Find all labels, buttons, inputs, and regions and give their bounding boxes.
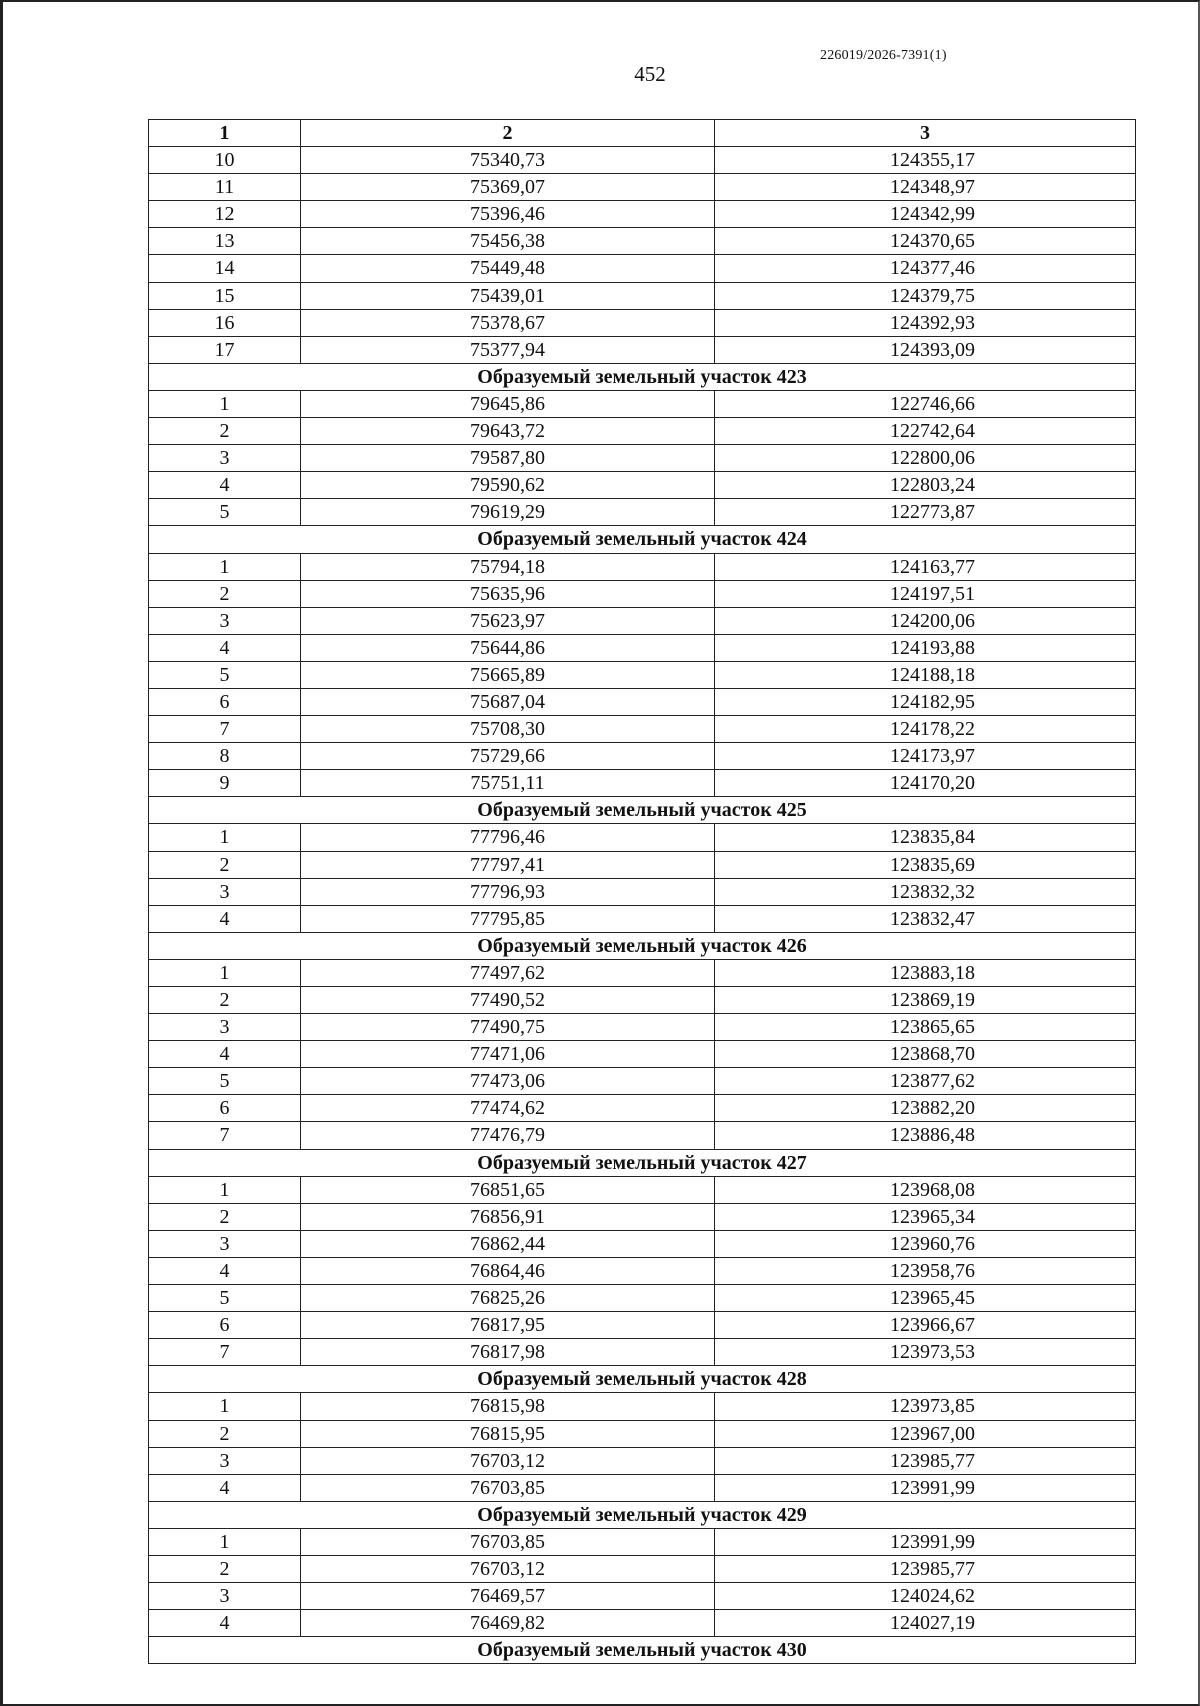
point-number-cell: 3 <box>149 445 301 472</box>
point-number-cell: 5 <box>149 1285 301 1312</box>
section-title: Образуемый земельный участок 429 <box>149 1501 1136 1528</box>
point-number-cell: 6 <box>149 1312 301 1339</box>
x-coordinate-cell: 75794,18 <box>301 553 715 580</box>
x-coordinate-cell: 76864,46 <box>301 1257 715 1284</box>
y-coordinate-cell: 123958,76 <box>715 1257 1136 1284</box>
y-coordinate-cell: 123832,47 <box>715 905 1136 932</box>
table-row <box>149 1447 1136 1474</box>
y-coordinate-cell: 123965,45 <box>715 1285 1136 1312</box>
section-header-row <box>149 363 1136 390</box>
table-row <box>149 1339 1136 1366</box>
y-coordinate-cell: 124188,18 <box>715 661 1136 688</box>
point-number-cell: 3 <box>149 607 301 634</box>
point-number-cell: 7 <box>149 716 301 743</box>
table-row <box>149 1068 1136 1095</box>
table-row <box>149 743 1136 770</box>
table-row <box>149 770 1136 797</box>
x-coordinate-cell: 76469,82 <box>301 1610 715 1637</box>
table-row <box>149 959 1136 986</box>
y-coordinate-cell: 124200,06 <box>715 607 1136 634</box>
table-row <box>149 1285 1136 1312</box>
y-coordinate-cell: 123835,84 <box>715 824 1136 851</box>
x-coordinate-cell: 77796,46 <box>301 824 715 851</box>
point-number-cell: 5 <box>149 661 301 688</box>
point-number-cell: 2 <box>149 1420 301 1447</box>
point-number-cell: 2 <box>149 987 301 1014</box>
point-number-cell: 3 <box>149 1230 301 1257</box>
table-row <box>149 1095 1136 1122</box>
x-coordinate-cell: 75635,96 <box>301 580 715 607</box>
y-coordinate-cell: 124392,93 <box>715 309 1136 336</box>
point-number-cell: 1 <box>149 1528 301 1555</box>
x-coordinate-cell: 76703,85 <box>301 1474 715 1501</box>
y-coordinate-cell: 124024,62 <box>715 1583 1136 1610</box>
section-title: Образуемый земельный участок 423 <box>149 363 1136 390</box>
x-coordinate-cell: 76703,85 <box>301 1528 715 1555</box>
x-coordinate-cell: 75396,46 <box>301 201 715 228</box>
x-coordinate-cell: 79645,86 <box>301 390 715 417</box>
y-coordinate-cell: 123868,70 <box>715 1041 1136 1068</box>
point-number-cell: 2 <box>149 580 301 607</box>
x-coordinate-cell: 77490,52 <box>301 987 715 1014</box>
y-coordinate-cell: 124193,88 <box>715 634 1136 661</box>
table-row <box>149 418 1136 445</box>
y-coordinate-cell: 123967,00 <box>715 1420 1136 1447</box>
point-number-cell: 7 <box>149 1122 301 1149</box>
page-number: 452 <box>634 62 666 86</box>
section-title: Образуемый земельный участок 430 <box>149 1637 1136 1664</box>
point-number-cell: 5 <box>149 1068 301 1095</box>
table-row <box>149 472 1136 499</box>
y-coordinate-cell: 124173,97 <box>715 743 1136 770</box>
x-coordinate-cell: 79643,72 <box>301 418 715 445</box>
y-coordinate-cell: 124163,77 <box>715 553 1136 580</box>
point-number-cell: 2 <box>149 851 301 878</box>
point-number-cell: 1 <box>149 1176 301 1203</box>
section-header-row <box>149 1366 1136 1393</box>
point-number-cell: 2 <box>149 1203 301 1230</box>
table-row <box>149 1176 1136 1203</box>
table-row <box>149 1014 1136 1041</box>
y-coordinate-cell: 122803,24 <box>715 472 1136 499</box>
table-row <box>149 824 1136 851</box>
point-number-cell: 14 <box>149 255 301 282</box>
table-row <box>149 1257 1136 1284</box>
x-coordinate-cell: 75623,97 <box>301 607 715 634</box>
table-row <box>149 147 1136 174</box>
x-coordinate-cell: 76856,91 <box>301 1203 715 1230</box>
y-coordinate-cell: 123991,99 <box>715 1474 1136 1501</box>
section-title: Образуемый земельный участок 424 <box>149 526 1136 553</box>
x-coordinate-cell: 75369,07 <box>301 174 715 201</box>
coordinates-table <box>148 119 1136 1664</box>
y-coordinate-cell: 123973,53 <box>715 1339 1136 1366</box>
table-row <box>149 390 1136 417</box>
table-row <box>149 499 1136 526</box>
table-row <box>149 1420 1136 1447</box>
section-header-row <box>149 526 1136 553</box>
point-number-cell: 3 <box>149 1583 301 1610</box>
x-coordinate-cell: 75665,89 <box>301 661 715 688</box>
x-coordinate-cell: 79590,62 <box>301 472 715 499</box>
point-number-cell: 10 <box>149 147 301 174</box>
y-coordinate-cell: 124178,22 <box>715 716 1136 743</box>
y-coordinate-cell: 124342,99 <box>715 201 1136 228</box>
table-row <box>149 1041 1136 1068</box>
table-row <box>149 580 1136 607</box>
table-row <box>149 1610 1136 1637</box>
table-row <box>149 987 1136 1014</box>
table-row <box>149 688 1136 715</box>
x-coordinate-cell: 76817,98 <box>301 1339 715 1366</box>
x-coordinate-cell: 75377,94 <box>301 336 715 363</box>
y-coordinate-cell: 123865,65 <box>715 1014 1136 1041</box>
y-coordinate-cell: 123965,34 <box>715 1203 1136 1230</box>
x-coordinate-cell: 77471,06 <box>301 1041 715 1068</box>
table-row <box>149 1474 1136 1501</box>
point-number-cell: 4 <box>149 472 301 499</box>
x-coordinate-cell: 75687,04 <box>301 688 715 715</box>
table-row <box>149 607 1136 634</box>
point-number-cell: 17 <box>149 336 301 363</box>
y-coordinate-cell: 123960,76 <box>715 1230 1136 1257</box>
point-number-cell: 12 <box>149 201 301 228</box>
point-number-cell: 4 <box>149 905 301 932</box>
point-number-cell: 1 <box>149 959 301 986</box>
y-coordinate-cell: 123968,08 <box>715 1176 1136 1203</box>
x-coordinate-cell: 75456,38 <box>301 228 715 255</box>
table-row <box>149 1393 1136 1420</box>
y-coordinate-cell: 123886,48 <box>715 1122 1136 1149</box>
table-row <box>149 553 1136 580</box>
table-row <box>149 1203 1136 1230</box>
x-coordinate-cell: 77497,62 <box>301 959 715 986</box>
x-coordinate-cell: 75644,86 <box>301 634 715 661</box>
y-coordinate-cell: 123877,62 <box>715 1068 1136 1095</box>
x-coordinate-cell: 76862,44 <box>301 1230 715 1257</box>
section-header-row <box>149 1501 1136 1528</box>
section-header-row <box>149 797 1136 824</box>
table-header-row <box>149 120 1136 147</box>
coordinates-table-body <box>149 120 1136 1664</box>
section-title: Образуемый земельный участок 428 <box>149 1366 1136 1393</box>
y-coordinate-cell: 122746,66 <box>715 390 1136 417</box>
point-number-cell: 4 <box>149 1474 301 1501</box>
point-number-cell: 2 <box>149 1555 301 1582</box>
x-coordinate-cell: 75449,48 <box>301 255 715 282</box>
section-header-row <box>149 1637 1136 1664</box>
point-number-cell: 3 <box>149 1447 301 1474</box>
point-number-cell: 4 <box>149 634 301 661</box>
point-number-cell: 6 <box>149 1095 301 1122</box>
point-number-cell: 15 <box>149 282 301 309</box>
x-coordinate-cell: 76703,12 <box>301 1555 715 1582</box>
y-coordinate-cell: 123966,67 <box>715 1312 1136 1339</box>
x-coordinate-cell: 76469,57 <box>301 1583 715 1610</box>
y-coordinate-cell: 124370,65 <box>715 228 1136 255</box>
x-coordinate-cell: 75340,73 <box>301 147 715 174</box>
y-coordinate-cell: 123973,85 <box>715 1393 1136 1420</box>
x-coordinate-cell: 79619,29 <box>301 499 715 526</box>
y-coordinate-cell: 123985,77 <box>715 1555 1136 1582</box>
y-coordinate-cell: 123883,18 <box>715 959 1136 986</box>
table-row <box>149 201 1136 228</box>
x-coordinate-cell: 76851,65 <box>301 1176 715 1203</box>
point-number-cell: 1 <box>149 390 301 417</box>
table-row <box>149 174 1136 201</box>
x-coordinate-cell: 75729,66 <box>301 743 715 770</box>
table-row <box>149 661 1136 688</box>
x-coordinate-cell: 76817,95 <box>301 1312 715 1339</box>
point-number-cell: 7 <box>149 1339 301 1366</box>
section-title: Образуемый земельный участок 425 <box>149 797 1136 824</box>
section-title: Образуемый земельный участок 427 <box>149 1149 1136 1176</box>
section-title: Образуемый земельный участок 426 <box>149 932 1136 959</box>
point-number-cell: 13 <box>149 228 301 255</box>
y-coordinate-cell: 123869,19 <box>715 987 1136 1014</box>
y-coordinate-cell: 124027,19 <box>715 1610 1136 1637</box>
table-row <box>149 878 1136 905</box>
x-coordinate-cell: 75751,11 <box>301 770 715 797</box>
point-number-cell: 5 <box>149 499 301 526</box>
point-number-cell: 1 <box>149 553 301 580</box>
point-number-cell: 3 <box>149 1014 301 1041</box>
point-number-cell: 2 <box>149 418 301 445</box>
y-coordinate-cell: 123835,69 <box>715 851 1136 878</box>
point-number-cell: 6 <box>149 688 301 715</box>
table-row <box>149 1122 1136 1149</box>
y-coordinate-cell: 124377,46 <box>715 255 1136 282</box>
table-row <box>149 851 1136 878</box>
table-row <box>149 1230 1136 1257</box>
x-coordinate-cell: 75378,67 <box>301 309 715 336</box>
y-coordinate-cell: 124393,09 <box>715 336 1136 363</box>
table-row <box>149 255 1136 282</box>
point-number-cell: 11 <box>149 174 301 201</box>
column-header-y: 3 <box>715 120 1136 147</box>
point-number-cell: 3 <box>149 878 301 905</box>
y-coordinate-cell: 122742,64 <box>715 418 1136 445</box>
point-number-cell: 1 <box>149 1393 301 1420</box>
column-header-point: 1 <box>149 120 301 147</box>
point-number-cell: 9 <box>149 770 301 797</box>
table-row <box>149 282 1136 309</box>
point-number-cell: 8 <box>149 743 301 770</box>
table-row <box>149 634 1136 661</box>
table-row <box>149 1312 1136 1339</box>
x-coordinate-cell: 77474,62 <box>301 1095 715 1122</box>
y-coordinate-cell: 124197,51 <box>715 580 1136 607</box>
x-coordinate-cell: 77797,41 <box>301 851 715 878</box>
table-row <box>149 1583 1136 1610</box>
x-coordinate-cell: 76815,95 <box>301 1420 715 1447</box>
table-row <box>149 716 1136 743</box>
table-row <box>149 1528 1136 1555</box>
y-coordinate-cell: 124348,97 <box>715 174 1136 201</box>
point-number-cell: 4 <box>149 1257 301 1284</box>
section-header-row <box>149 1149 1136 1176</box>
y-coordinate-cell: 124182,95 <box>715 688 1136 715</box>
y-coordinate-cell: 123832,32 <box>715 878 1136 905</box>
point-number-cell: 1 <box>149 824 301 851</box>
y-coordinate-cell: 124379,75 <box>715 282 1136 309</box>
point-number-cell: 16 <box>149 309 301 336</box>
x-coordinate-cell: 77796,93 <box>301 878 715 905</box>
point-number-cell: 4 <box>149 1610 301 1637</box>
x-coordinate-cell: 75439,01 <box>301 282 715 309</box>
column-header-x: 2 <box>301 120 715 147</box>
table-row <box>149 228 1136 255</box>
document-number: 226019/2026-7391(1) <box>820 48 947 63</box>
y-coordinate-cell: 124355,17 <box>715 147 1136 174</box>
table-row <box>149 309 1136 336</box>
x-coordinate-cell: 77476,79 <box>301 1122 715 1149</box>
x-coordinate-cell: 79587,80 <box>301 445 715 472</box>
y-coordinate-cell: 123991,99 <box>715 1528 1136 1555</box>
table-row <box>149 336 1136 363</box>
y-coordinate-cell: 124170,20 <box>715 770 1136 797</box>
y-coordinate-cell: 123882,20 <box>715 1095 1136 1122</box>
table-row <box>149 445 1136 472</box>
table-row <box>149 905 1136 932</box>
table-row <box>149 1555 1136 1582</box>
x-coordinate-cell: 76825,26 <box>301 1285 715 1312</box>
x-coordinate-cell: 75708,30 <box>301 716 715 743</box>
x-coordinate-cell: 77795,85 <box>301 905 715 932</box>
x-coordinate-cell: 77473,06 <box>301 1068 715 1095</box>
point-number-cell: 4 <box>149 1041 301 1068</box>
x-coordinate-cell: 76815,98 <box>301 1393 715 1420</box>
x-coordinate-cell: 76703,12 <box>301 1447 715 1474</box>
y-coordinate-cell: 123985,77 <box>715 1447 1136 1474</box>
x-coordinate-cell: 77490,75 <box>301 1014 715 1041</box>
y-coordinate-cell: 122800,06 <box>715 445 1136 472</box>
y-coordinate-cell: 122773,87 <box>715 499 1136 526</box>
section-header-row <box>149 932 1136 959</box>
